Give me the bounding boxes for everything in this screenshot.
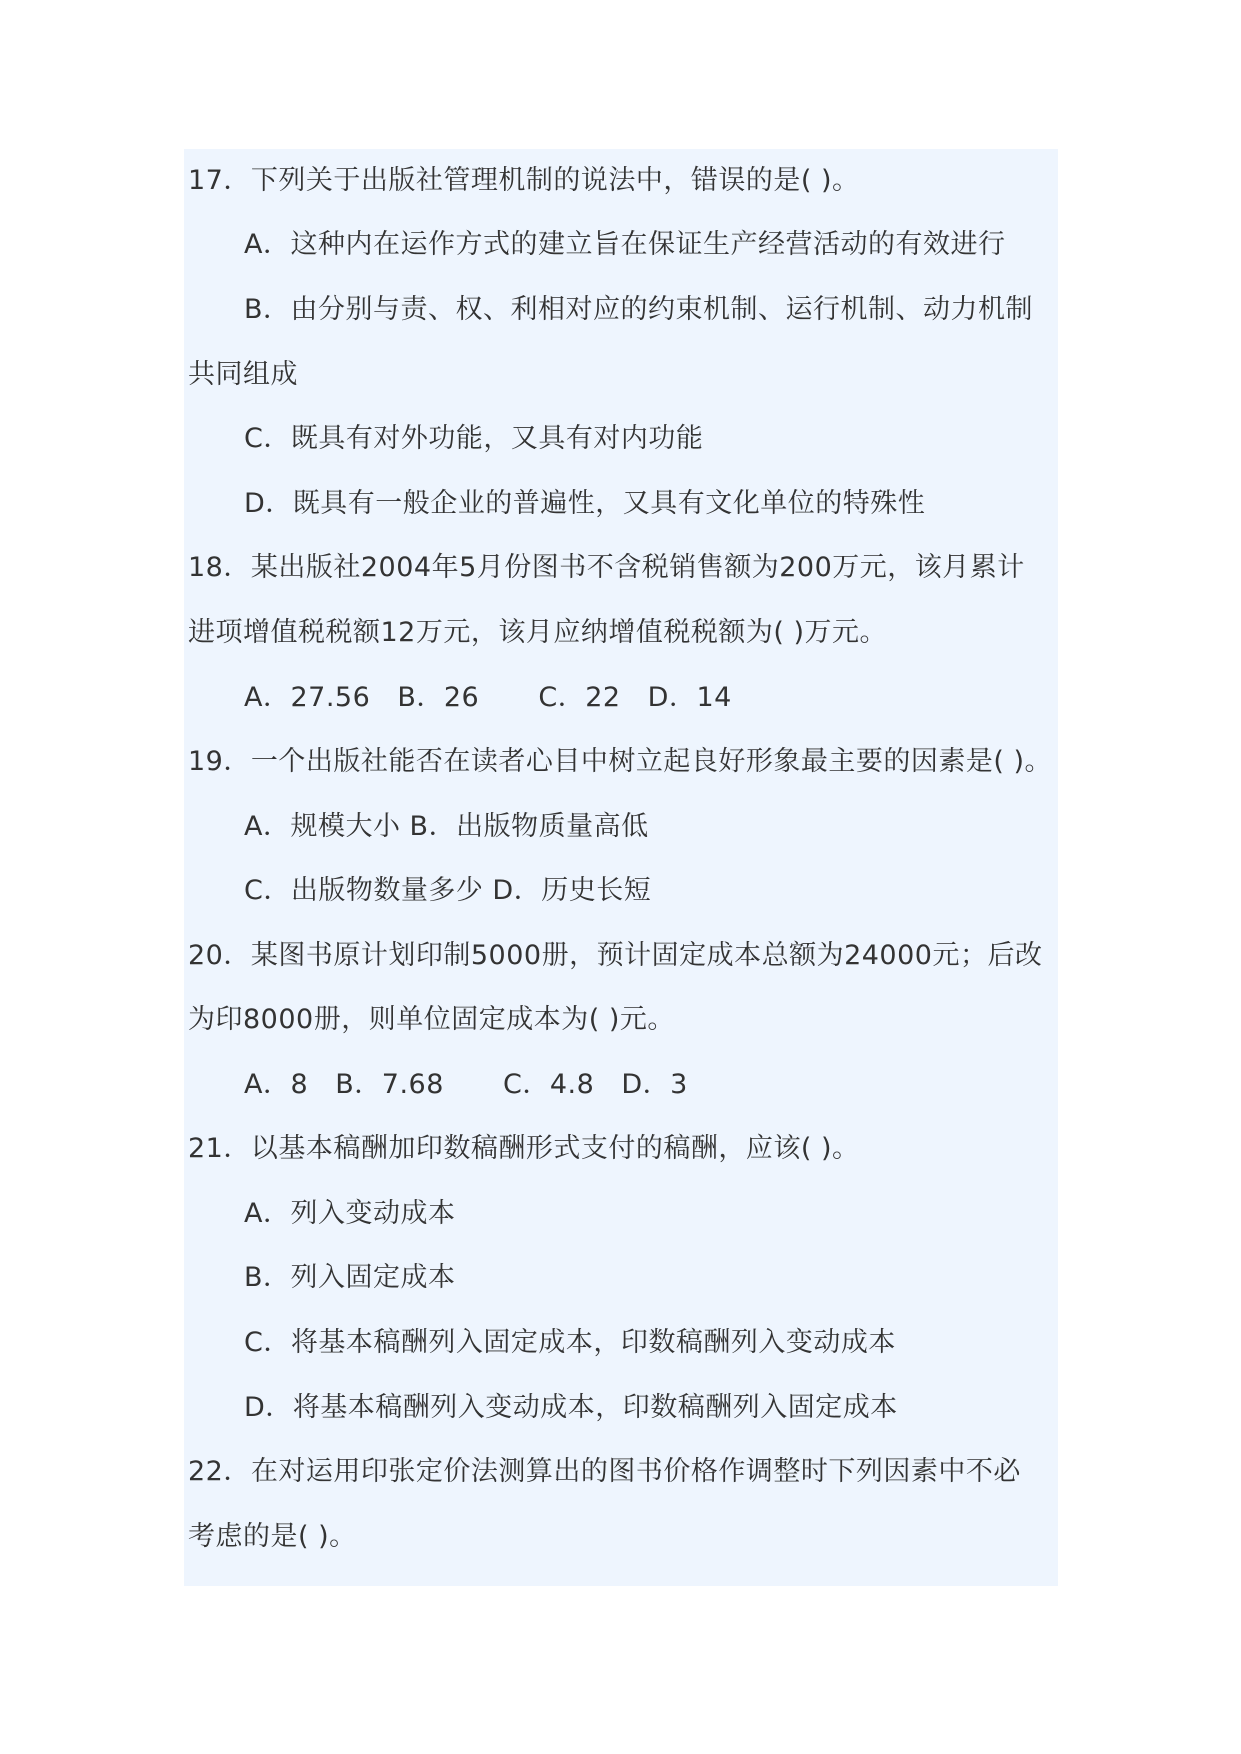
question-20-options: [244, 1065, 706, 1105]
question-17-stem: 17．下列关于出版社管理机制的说法中，错误的是( )。: [188, 165, 860, 196]
question-20-option-b: B．7.68: [335, 1069, 444, 1100]
question-18-option-c: C．22: [538, 682, 621, 713]
question-19-stem: 19．一个出版社能否在读者心目中树立起良好形象最主要的因素是( )。: [188, 746, 1053, 777]
question-21-option-d: D．将基本稿酬列入变动成本，印数稿酬列入固定成本: [244, 1392, 898, 1423]
question-18-options: [244, 678, 750, 718]
question-21-stem: 21．以基本稿酬加印数稿酬形式支付的稿酬，应该( )。: [188, 1133, 860, 1164]
question-21-option-a: A．列入变动成本: [244, 1198, 456, 1229]
question-17-option-c: C．既具有对外功能，又具有对内功能: [244, 423, 704, 454]
question-19-options-row-1: A．规模大小 B．出版物质量高低: [244, 811, 649, 842]
question-22-stem-line-2: 考虑的是( )。: [188, 1521, 357, 1552]
question-18-option-d: D．14: [647, 682, 732, 713]
question-block-background: [184, 149, 1058, 1586]
question-20-stem-line-2: 为印8000册，则单位固定成本为( )元。: [188, 1004, 675, 1035]
question-22-stem-line-1: 22．在对运用印张定价法测算出的图书价格作调整时下列因素中不必: [188, 1456, 1021, 1487]
question-17-option-b-continued: 共同组成: [188, 359, 298, 390]
question-18-option-a: A．27.56: [244, 682, 371, 713]
question-19-options-row-2: C．出版物数量多少 D．历史长短: [244, 875, 652, 906]
question-21-option-b: B．列入固定成本: [244, 1262, 456, 1293]
question-20-option-c: C．4.8: [502, 1069, 595, 1100]
question-21-option-c: C．将基本稿酬列入固定成本，印数稿酬列入变动成本: [244, 1327, 896, 1358]
question-17-option-d: D．既具有一般企业的普遍性，又具有文化单位的特殊性: [244, 488, 926, 519]
question-18-stem-line-1: 18．某出版社2004年5月份图书不含税销售额为200万元，该月累计: [188, 552, 1025, 583]
question-20-stem-line-1: 20．某图书原计划印制5000册，预计固定成本总额为24000元；后改: [188, 940, 1043, 971]
question-20-option-d: D．3: [621, 1069, 688, 1100]
question-18-stem-line-2: 进项增值税税额12万元，该月应纳增值税税额为( )万元。: [188, 617, 888, 648]
question-18-option-b: B．26: [397, 682, 480, 713]
question-17-option-b: B．由分别与责、权、利相对应的约束机制、运行机制、动力机制: [244, 294, 1034, 325]
question-17-option-a: A．这种内在运作方式的建立旨在保证生产经营活动的有效进行: [244, 229, 1006, 260]
question-20-option-a: A．8: [244, 1069, 309, 1100]
